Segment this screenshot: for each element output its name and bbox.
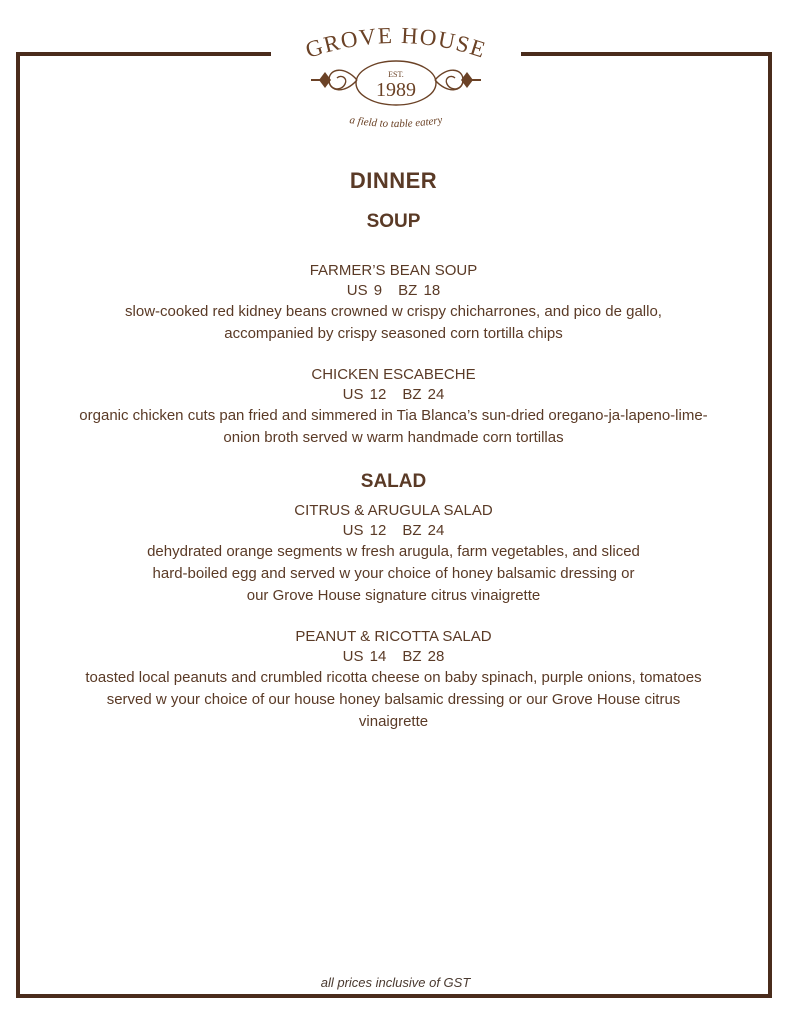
price-us: US 9 [346, 282, 383, 299]
price-us: US 12 [342, 386, 387, 403]
logo-year: 1989 [376, 79, 416, 101]
dinner-menu [40, 166, 747, 753]
item-name: CITRUS & ARUGULA SALAD [294, 502, 493, 519]
logo-tagline: a field to table eatery [348, 114, 444, 131]
item-name: PEANUT & RICOTTA SALAD [295, 628, 492, 645]
price-bz: BZ 24 [402, 522, 445, 539]
logo-graphic [271, 14, 521, 134]
menu-title: DINNER [349, 168, 438, 193]
section-title-soup: SOUP [366, 211, 421, 232]
grove-house-logo [271, 14, 521, 134]
item-description: slow-cooked red kidney beans crowned w crispy chicharrones, and pico de gallo, accompanied by crispy seasoned corn tortilla chips [125, 303, 662, 342]
price-bz: BZ 18 [398, 282, 441, 299]
price-us: US 14 [342, 648, 387, 665]
item-name: FARMER’S BEAN SOUP [309, 262, 478, 279]
item-description: organic chicken cuts pan fried and simmered in Tia Blanca’s sun-dried oregano-ja-lapeno-lime-onion broth served w warm handmade corn tortillas [79, 407, 708, 446]
item-description: toasted local peanuts and crumbled ricotta cheese on baby spinach, purple onions, tomatoes served w your choice of our house honey balsamic dressing or our Grove House citrus vinaigrette [85, 669, 702, 730]
menu-item-farmers-bean-soup [40, 261, 747, 345]
menu-item-peanut-ricotta-salad [40, 627, 747, 733]
price-bz: BZ 24 [402, 386, 445, 403]
item-price [40, 647, 747, 667]
section-title-salad: SALAD [360, 471, 427, 492]
price-bz: BZ 28 [402, 648, 445, 665]
item-price [40, 281, 747, 301]
item-price [40, 385, 747, 405]
logo-est: EST. [388, 70, 404, 79]
item-name: CHICKEN ESCABECHE [311, 366, 476, 383]
menu-item-citrus-arugula-salad [40, 501, 747, 607]
item-price [40, 521, 747, 541]
menu-item-chicken-escabeche [40, 365, 747, 449]
footer-note: all prices inclusive of GST [320, 975, 471, 990]
logo-name: GROVE HOUSE [302, 22, 490, 63]
item-description: dehydrated orange segments w fresh arugula, farm vegetables, and sliced hard-boiled egg and served w your choice of honey balsamic dressing or our Grove House signature citrus vinaigrette [147, 543, 640, 604]
price-us: US 12 [342, 522, 387, 539]
